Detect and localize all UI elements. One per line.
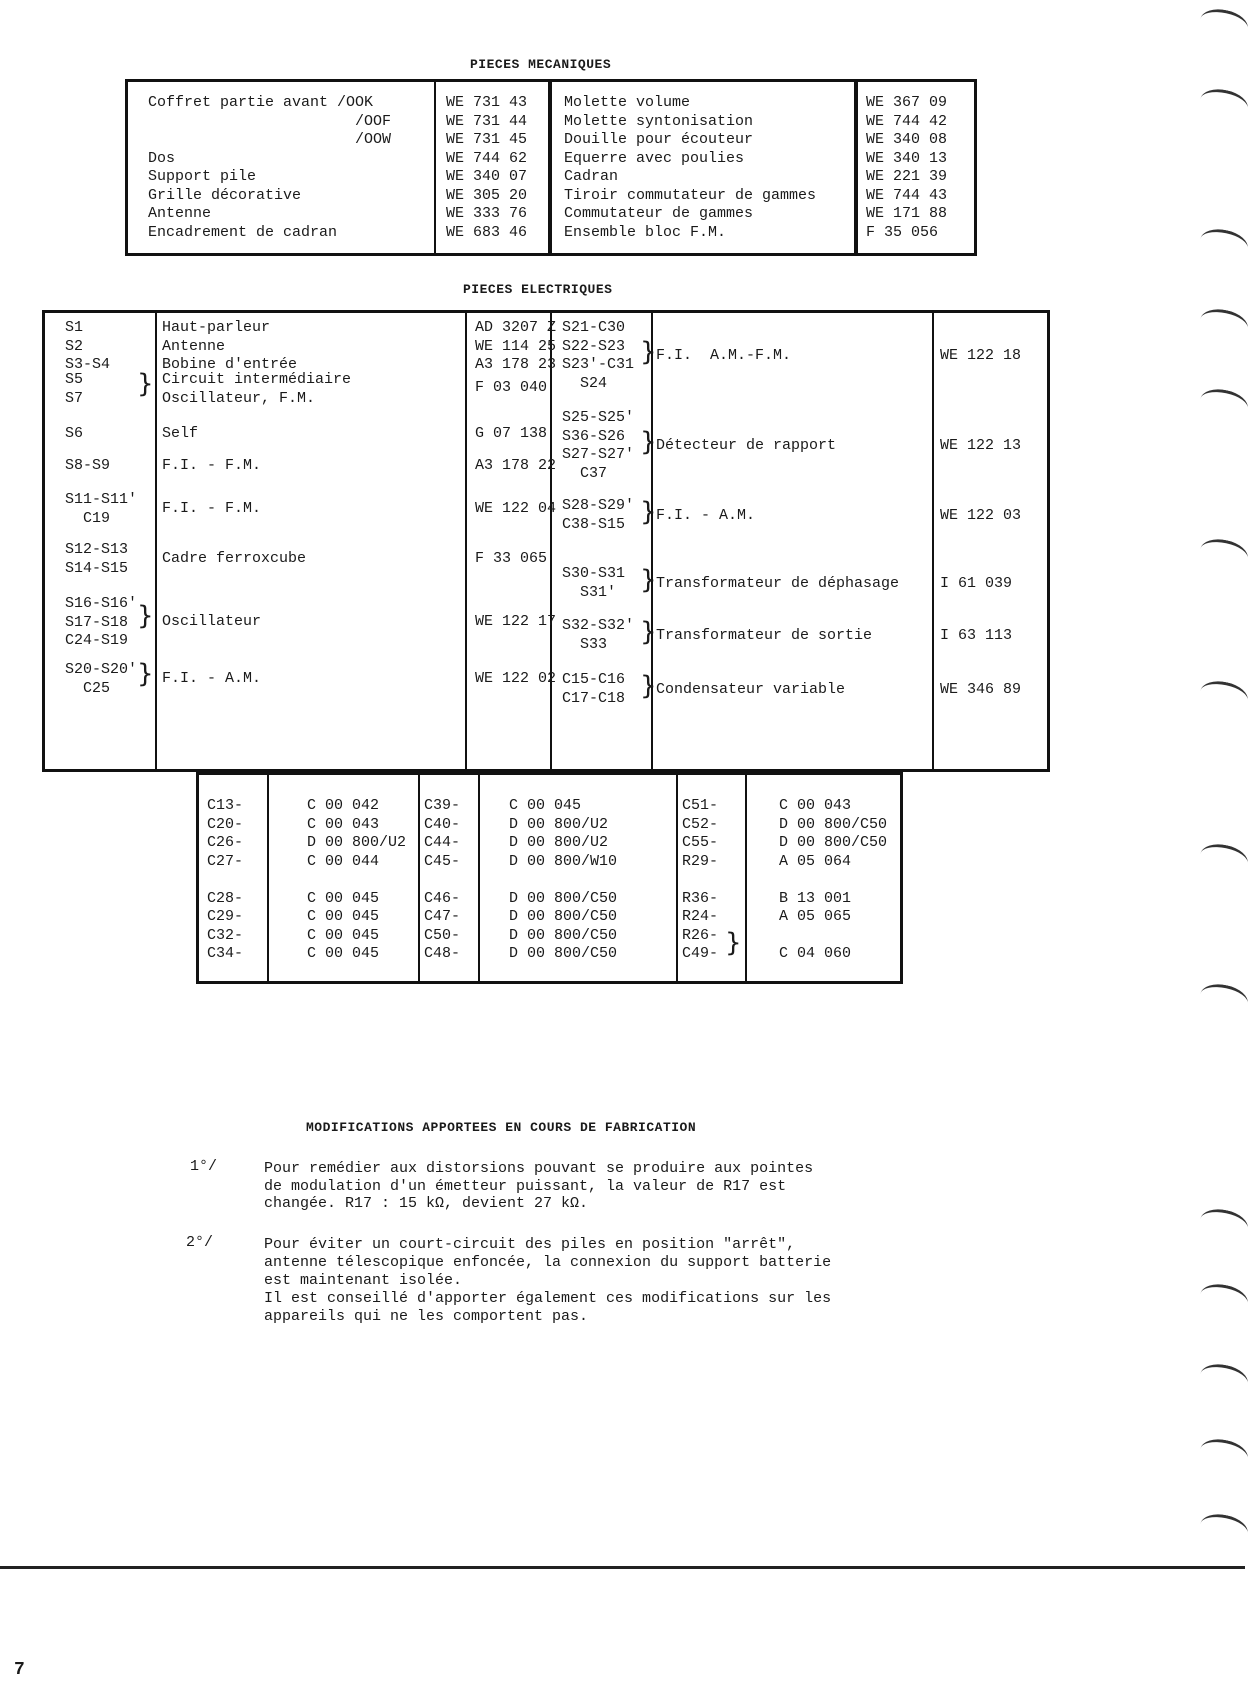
mecanique-right-ref: WE 744 42 (866, 112, 948, 130)
component-codes: S16-S16' S17-S18 C24-S19 (65, 595, 138, 649)
cond-col2-refs: C 00 045 D 00 800/U2 D 00 800/U2 D 00 800/W10 D 00 800/C50 D 00 800/C50 D 00 800/C50 D 00 800/C50 (509, 797, 618, 962)
mecanique-right-ref: WE 340 13 (866, 149, 948, 167)
mecanique-left-name: Support pile (148, 168, 257, 185)
electrique-left-row (45, 371, 550, 425)
mecanique-left-name: Antenne (148, 205, 212, 222)
brace-icon: } (725, 928, 742, 958)
mecanique-right-name: Douille pour écouteur (564, 131, 754, 148)
component-codes: S21-C30 S22-S23 S23'-C31 S24 (562, 319, 635, 392)
mecanique-title: PIECES MECANIQUES (470, 57, 612, 72)
component-ref: WE 122 18 (940, 347, 1022, 364)
brace-icon: } (640, 497, 657, 527)
brace-icon: } (137, 369, 154, 399)
mecanique-left-ref: WE 305 20 (446, 186, 528, 204)
mecanique-right-ref: WE 221 39 (866, 168, 948, 185)
brace-icon: } (137, 601, 154, 631)
component-ref: AD 3207 Z WE 114 25 A3 178 23 (475, 319, 557, 373)
component-codes: S5 S7 (65, 371, 84, 407)
mecanique-left-name: Encadrement de cadran (148, 223, 338, 241)
component-codes: S11-S11' C19 (65, 491, 138, 527)
brace-icon: } (640, 565, 657, 595)
component-desc: Détecteur de rapport (656, 437, 837, 454)
component-ref: G 07 138 (475, 425, 548, 442)
mecanique-left-ref: WE 731 43 (446, 94, 528, 111)
mecanique-right-name: Commutateur de gammes (564, 205, 754, 222)
electrique-left-row (45, 659, 557, 717)
component-codes: S25-S25' S36-S26 S27-S27' C37 (562, 409, 635, 482)
page-number: 7 (14, 1660, 25, 1680)
component-codes: S1 S2 S3-S4 (65, 319, 111, 373)
cond-col2-codes: C39- C40- C44- C45- C46- C47- C50- C48- (424, 797, 461, 962)
component-ref: F 33 065 (475, 550, 548, 567)
component-desc: F.I. - F.M. (162, 457, 262, 474)
electrique-left-row (45, 541, 550, 595)
component-codes: S32-S32' S33 (562, 617, 635, 653)
mecanique-left-name: Grille décorative (148, 186, 302, 204)
brace-icon: } (640, 617, 657, 647)
component-ref: I 61 039 (940, 575, 1013, 592)
component-codes: S30-S31 S31' (562, 565, 626, 601)
component-desc: Transformateur de déphasage (656, 575, 900, 592)
mecanique-right-name: Ensemble bloc F.M. (564, 223, 727, 241)
electrique-title: PIECES ELECTRIQUES (463, 282, 613, 297)
modification-2-text: Pour éviter un court-circuit des piles en position "arrêt", antenne télescopique enfoncée, la connexion du support batterie est maintenant isolée. Il est conseillé d'apporter également ces modifications sur les appareils qui ne les comportent pas. (264, 1236, 832, 1325)
component-codes: S28-S29' C38-S15 (562, 497, 635, 533)
mecanique-right-name: Tiroir commutateur de gammes (564, 186, 817, 204)
component-desc: Haut-parleur Antenne Bobine d'entrée (162, 319, 298, 373)
component-ref: WE 122 13 (940, 437, 1022, 454)
component-desc: Circuit intermédiaire Oscillateur, F.M. (162, 371, 352, 407)
cond-col1-refs: C 00 042 C 00 043 D 00 800/U2 C 00 044 C 00 045 C 00 045 C 00 045 C 00 045 (307, 797, 407, 962)
component-desc: Cadre ferroxcube (162, 550, 307, 567)
brace-icon: } (640, 671, 657, 701)
mecanique-left-ref: WE 744 62 (446, 149, 528, 167)
component-desc: Self (162, 425, 199, 442)
mecanique-left-ref: WE 683 46 (446, 223, 528, 241)
bottom-rule (0, 1566, 1245, 1569)
mecanique-left-ref: WE 340 07 (446, 168, 528, 185)
mecanique-left-ref: WE 731 45 (446, 131, 528, 148)
component-codes: S6 (65, 425, 84, 442)
component-ref: WE 122 04 (475, 500, 557, 517)
component-ref: WE 122 17 (475, 613, 557, 630)
component-desc: F.I. - A.M. (162, 670, 262, 687)
component-desc: F.I. A.M.-F.M. (656, 347, 792, 364)
component-desc: Transformateur de sortie (656, 627, 873, 644)
component-ref: I 63 113 (940, 627, 1013, 644)
cond-col1-codes: C13- C20- C26- C27- C28- C29- C32- C34- (207, 797, 244, 962)
mecanique-left-ref: WE 333 76 (446, 205, 528, 222)
component-ref: F 03 040 (475, 379, 548, 396)
component-ref: WE 122 03 (940, 507, 1022, 524)
component-desc: Condensateur variable (656, 681, 846, 698)
electrique-left-row (45, 595, 557, 661)
cond-col3-refs: C 00 043 D 00 800/C50 D 00 800/C50 A 05 064 B 13 001 A 05 065 C 04 060 (779, 797, 888, 962)
mecanique-right-name: Molette syntonisation (564, 112, 754, 130)
modification-1-number: 1°/ (190, 1158, 218, 1175)
mecanique-right-name: Molette volume (564, 94, 691, 111)
brace-icon: } (137, 659, 154, 689)
component-desc: F.I. - F.M. (162, 500, 262, 517)
electrique-left-row (45, 425, 550, 457)
mecanique-right-ref: F 35 056 (866, 223, 939, 241)
component-ref: A3 178 22 (475, 457, 557, 474)
mecanique-left-name: Coffret partie avant /OOK (148, 94, 374, 111)
electrique-left-row (45, 319, 557, 373)
mecanique-left-name: /OOW (148, 131, 392, 148)
mecanique-right-ref: WE 367 09 (866, 94, 948, 111)
modifications-title: MODIFICATIONS APPORTEES EN COURS DE FABRICATION (306, 1120, 697, 1135)
modification-1-text: Pour remédier aux distorsions pouvant se produire aux pointes de modulation d'un émetteur puissant, la valeur de R17 est changée. R17 : 15 kΩ, devient 27 kΩ. (264, 1160, 814, 1212)
component-codes: C15-C16 C17-C18 (562, 671, 626, 707)
electrique-table (42, 310, 1050, 772)
cond-col3-codes: C51- C52- C55- R29- R36- R24- R26- C49- (682, 797, 719, 962)
component-desc: Oscillateur (162, 613, 262, 630)
mecanique-left-name: /OOF (148, 112, 392, 130)
mecanique-table (125, 79, 977, 256)
component-ref: WE 122 02 (475, 670, 557, 687)
mecanique-right-name: Equerre avec poulies (564, 149, 745, 167)
mecanique-right-ref: WE 744 43 (866, 186, 948, 204)
condensateurs-table (196, 772, 903, 984)
mecanique-left-ref: WE 731 44 (446, 112, 528, 130)
mecanique-left-name: Dos (148, 149, 176, 167)
component-ref: WE 346 89 (940, 681, 1022, 698)
electrique-left-row (45, 491, 557, 541)
mecanique-right-ref: WE 340 08 (866, 131, 948, 148)
mecanique-right-name: Cadran (564, 168, 619, 185)
brace-icon: } (640, 427, 657, 457)
component-desc: F.I. - A.M. (656, 507, 756, 524)
component-codes: S12-S13 S14-S15 (65, 541, 129, 577)
component-codes: S20-S20' C25 (65, 661, 138, 697)
mecanique-right-ref: WE 171 88 (866, 205, 948, 222)
modification-2-number: 2°/ (186, 1234, 214, 1251)
component-codes: S8-S9 (65, 457, 111, 474)
brace-icon: } (640, 337, 657, 367)
electrique-left-row (45, 457, 557, 491)
